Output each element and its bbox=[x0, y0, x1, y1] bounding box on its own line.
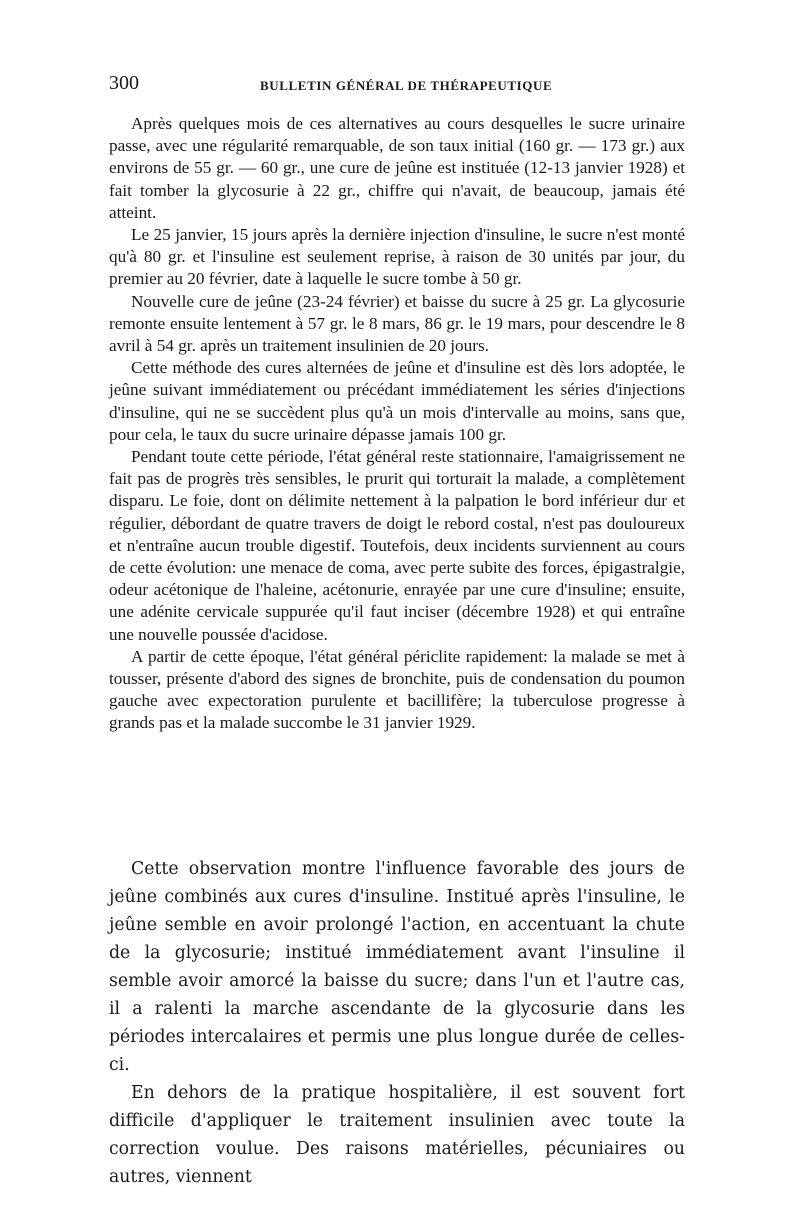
paragraph: Cette méthode des cures alternées de jeûne et d'insuline est dès lors adoptée, le jeûne suivant immédiatement ou précédant immédiatement les séries d'injections d'insuline, qui ne se succèdent plus qu'à un mois d'intervalle au moins, sans que, pour cela, le taux du sucre urinaire dépasse jamais 100 gr. bbox=[109, 358, 685, 444]
page-number: 300 bbox=[109, 72, 139, 94]
paragraph: Après quelques mois de ces alternatives au cours desquelles le sucre urinaire passe, avec une régularité remarquable, de son taux initial (160 gr. — 173 gr.) aux environs de 55 gr. — 60 gr., une cure de jeûne est instituée (12-13 janvier 1928) et fait tomber la glycosurie à 22 gr., chiffre qui n'avait, de beaucoup, jamais été atteint. bbox=[109, 114, 685, 222]
case-report-text bbox=[109, 113, 685, 735]
paragraph: Pendant toute cette période, l'état général reste stationnaire, l'amaigrissement ne fait pas de progrès très sensibles, le prurit qui torturait la malade, a complètement disparu. Le foie, dont on délimite nettement à la palpation le bord inférieur dur et régulier, débordant de quatre travers de doigt le rebord costal, n'est pas douloureux et n'entraîne aucun trouble digestif. Toutefois, deux incidents surviennent au cours de cette évolution: une menace de coma, avec perte subite des forces, épigastralgie, odeur acétonique de l'haleine, acétonurie, enrayée par une cure d'insuline; ensuite, une adénite cervicale suppurée qu'il faut inciser (décembre 1928) et qui entraîne une nouvelle poussée d'acidose. bbox=[109, 447, 685, 644]
discussion-text bbox=[109, 855, 685, 1191]
paragraph: Le 25 janvier, 15 jours après la dernière injection d'insuline, le sucre n'est monté qu'à 80 gr. et l'insuline est seulement reprise, à raison de 30 unités par jour, du premier au 20 février, date à laquelle le sucre tombe à 50 gr. bbox=[109, 225, 685, 289]
paragraph: Cette observation montre l'influence favorable des jours de jeûne combinés aux cures d'insuline. Institué après l'insuline, le jeûne semble en avoir prolongé l'action, en accentuant la chute de la glycosurie; institué immédiatement avant l'insuline il semble avoir amorcé la baisse du sucre; dans l'un et l'autre cas, il a ralenti la marche ascendante de la glycosurie dans les périodes intercalaires et permis une plus longue durée de celles-ci. bbox=[109, 859, 685, 1075]
paragraph: A partir de cette époque, l'état général périclite rapidement: la malade se met à tousser, présente d'abord des signes de bronchite, puis de condensation du poumon gauche avec expectoration purulente et bacillifère; la tuberculose progresse à grands pas et la malade succombe le 31 janvier 1929. bbox=[109, 646, 685, 733]
running-title: BULLETIN GÉNÉRAL DE THÉRAPEUTIQUE bbox=[260, 78, 553, 93]
paragraph: Nouvelle cure de jeûne (23-24 février) et baisse du sucre à 25 gr. La glycosurie remonte ensuite lentement à 57 gr. le 8 mars, 86 gr. le 19 mars, pour descendre le 8 avril à 54 gr. après un traitement insulinien de 20 jours. bbox=[109, 291, 685, 356]
paragraph: En dehors de la pratique hospitalière, il est souvent fort difficile d'appliquer le traitement insulinien avec toute la correction voulue. Des raisons matérielles, pécuniaires ou autres, viennent bbox=[109, 1083, 685, 1187]
page-header bbox=[109, 72, 689, 102]
